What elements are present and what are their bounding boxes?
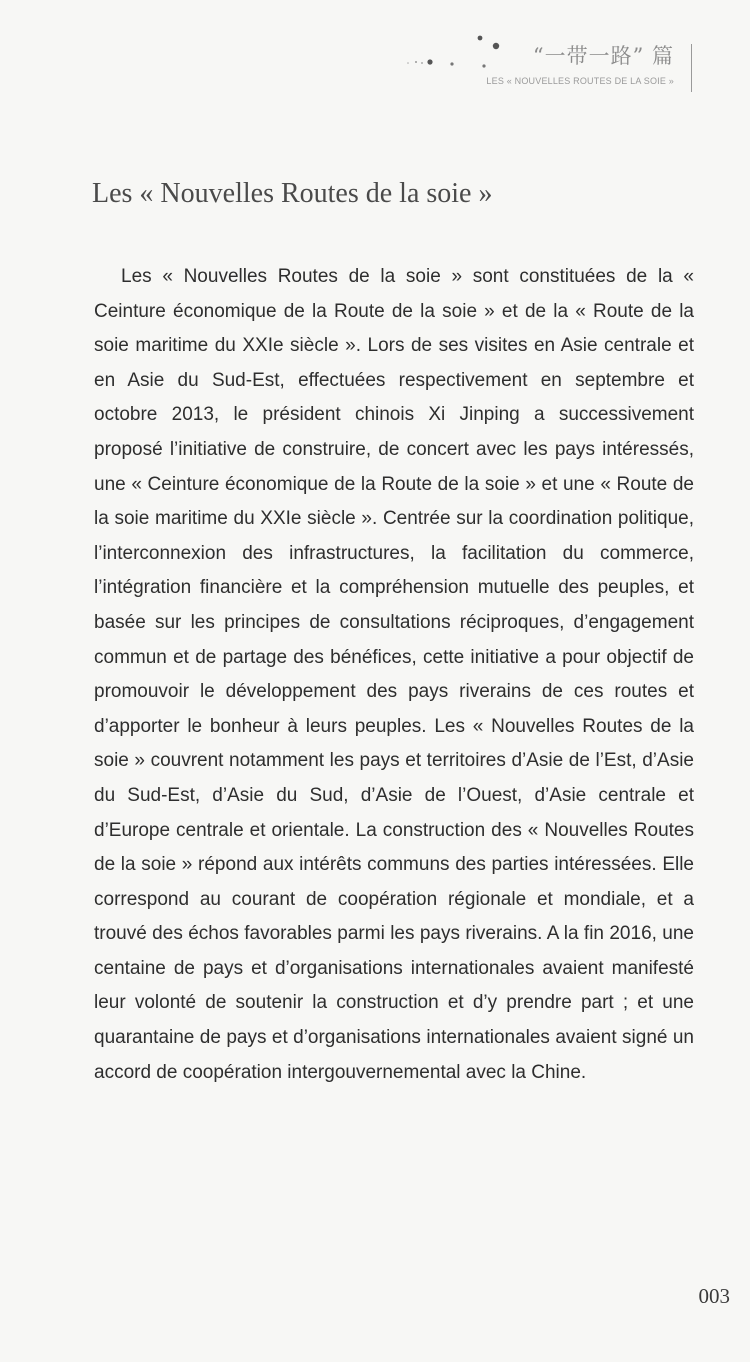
page-number: 003 <box>698 1284 730 1308</box>
chapter-subtitle: LES « NOUVELLES ROUTES DE LA SOIE » <box>486 76 674 86</box>
page-title: Les « Nouvelles Routes de la soie » <box>92 178 493 209</box>
body-paragraph: Les « Nouvelles Routes de la soie » sont constituées de la « Ceinture économique de la Route de la soie » et de la « Route de la soie maritime du XXIe siècle ». Lors de ses visites en Asie centrale et en Asie du Sud-Est, effectuées respectivement en septembre et octobre 2013, le président chinois Xi Jinping a successivement proposé l’initiative de construire, de concert avec les pays intéressés, une « Ceinture économique de la Route de la soie » et une « Route de la soie maritime du XXIe siècle ». Centrée sur la coordination politique, l’interconnexion des infrastructures, la facilitation du commerce, l’intégration financière et la compréhension mutuelle des peuples, et basée sur les principes de consultations réciproques, d’engagement commun et de partage des bénéfices, cette initiative a pour objectif de promouvoir le développement des pays riverains de ces routes et d’apporter le bonheur à leurs peuples. Les « Nouvelles Routes de la soie » couvrent notamment les pays et territoires d’Asie de l’Est, d’Asie du Sud-Est, d’Asie du Sud, d’Asie de l’Ouest, d’Asie centrale et d’Europe centrale et orientale. La construction des « Nouvelles Routes de la soie » répond aux intérêts communs des parties intéressées. Elle correspond au courant de coopération régionale et mondiale, et a trouvé des échos favorables parmi les pays riverains. A la fin 2016, une centaine de pays et d’organisations internationales avaient manifesté leur volonté de soutenir la construction et d’y prendre part ; et une quarantaine de pays et d’organisations internationales avaient signé un accord de coopération intergouvernemental avec la Chine. <box>94 266 694 1083</box>
header-divider <box>691 44 692 92</box>
chapter-label: “一带一路” 篇 <box>532 44 674 68</box>
running-header <box>392 30 692 94</box>
